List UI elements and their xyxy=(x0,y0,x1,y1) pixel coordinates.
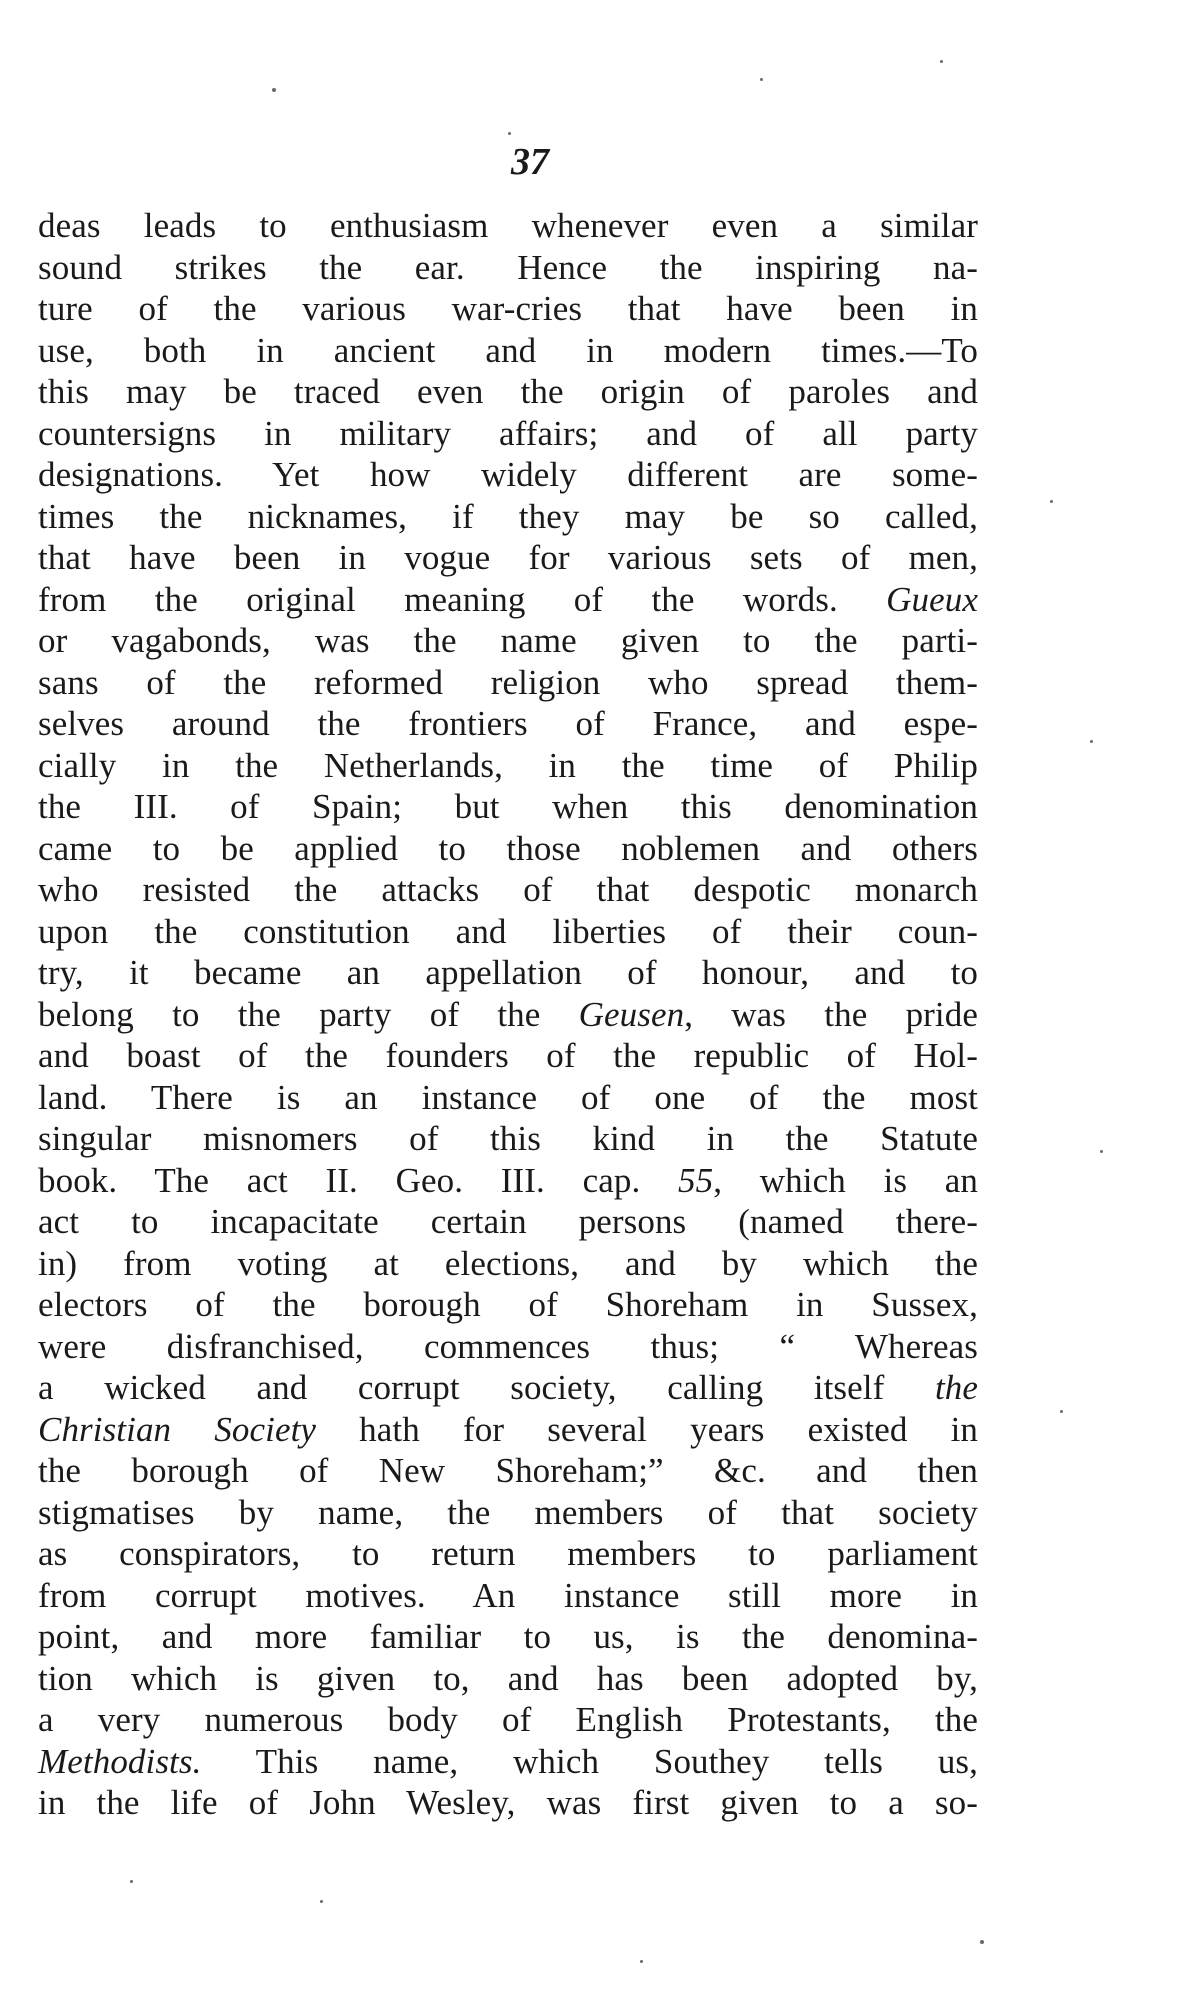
scan-speck xyxy=(640,1960,643,1963)
text-line: times the nicknames, if they may be so called, xyxy=(38,496,978,536)
text-line: designations. Yet how widely different are some- xyxy=(38,455,978,494)
text-line: ture of the various war-cries that have been in xyxy=(38,289,978,328)
scan-speck xyxy=(508,132,511,135)
scan-speck xyxy=(130,1880,133,1883)
text-line: in the life of John Wesley, was first given to a so- xyxy=(38,1783,978,1822)
scan-speck xyxy=(272,88,276,92)
text-line: cially in the Netherlands, in the time of Philip xyxy=(38,745,978,785)
scan-speck xyxy=(1050,500,1053,503)
text-line: as conspirators, to return members to parliament xyxy=(38,1534,978,1573)
text-line: came to be applied to those noblemen and others xyxy=(38,828,978,868)
text-line: Methodists. This name, which Southey tells us, xyxy=(38,1741,978,1781)
text-line: from corrupt motives. An instance still more in xyxy=(38,1575,978,1615)
scan-speck xyxy=(980,1940,984,1944)
text-line: sound strikes the ear. Hence the inspiring na- xyxy=(38,247,978,287)
scan-speck xyxy=(760,78,763,81)
text-line: and boast of the founders of the republic of Hol- xyxy=(38,1036,978,1075)
text-line: point, and more familiar to us, is the denomina- xyxy=(38,1617,978,1656)
text-line: in) from voting at elections, and by which the xyxy=(38,1243,978,1283)
text-line: upon the constitution and liberties of their coun- xyxy=(38,911,978,951)
text-line: stigmatises by name, the members of that society xyxy=(38,1492,978,1532)
scan-speck xyxy=(940,60,943,63)
scan-speck xyxy=(1060,1410,1063,1413)
text-line: land. There is an instance of one of the most xyxy=(38,1077,978,1117)
text-line: a wicked and corrupt society, calling itself the xyxy=(38,1368,978,1407)
text-line: who resisted the attacks of that despotic monarch xyxy=(38,870,978,909)
text-line: sans of the reformed religion who spread them- xyxy=(38,662,978,702)
page-number: 37 xyxy=(511,141,549,183)
text-line: act to incapacitate certain persons (named there- xyxy=(38,1202,978,1241)
text-line: belong to the party of the Geusen, was the pride xyxy=(38,994,978,1034)
text-line: the borough of New Shoreham;” &c. and then xyxy=(38,1451,978,1490)
text-line: book. The act II. Geo. III. cap. 55, which is an xyxy=(38,1160,978,1200)
text-line: from the original meaning of the words. Gueux xyxy=(38,579,978,619)
body-text xyxy=(38,205,978,1824)
text-line: try, it became an appellation of honour, and to xyxy=(38,953,978,992)
text-line: use, both in ancient and in modern times.—To xyxy=(38,330,978,370)
text-line: selves around the frontiers of France, and espe- xyxy=(38,704,978,743)
text-line: a very numerous body of English Protestants, the xyxy=(38,1700,978,1739)
text-line: tion which is given to, and has been adopted by, xyxy=(38,1658,978,1698)
text-line: singular misnomers of this kind in the Statute xyxy=(38,1119,978,1158)
text-line: were disfranchised, commences thus; “ Whereas xyxy=(38,1326,978,1366)
text-line: Christian Society hath for several years existed in xyxy=(38,1409,979,1449)
scan-speck xyxy=(1100,1150,1103,1153)
scan-speck xyxy=(320,1900,323,1903)
text-line: electors of the borough of Shoreham in Sussex, xyxy=(38,1285,978,1324)
text-line: deas leads to enthusiasm whenever even a similar xyxy=(38,206,978,245)
text-line: the III. of Spain; but when this denomination xyxy=(38,787,978,826)
text-line: countersigns in military affairs; and of all party xyxy=(38,413,978,453)
scan-speck xyxy=(1090,740,1093,743)
text-line: or vagabonds, was the name given to the parti- xyxy=(38,621,978,660)
text-line: this may be traced even the origin of paroles and xyxy=(38,372,978,411)
text-line: that have been in vogue for various sets of men, xyxy=(38,538,978,577)
